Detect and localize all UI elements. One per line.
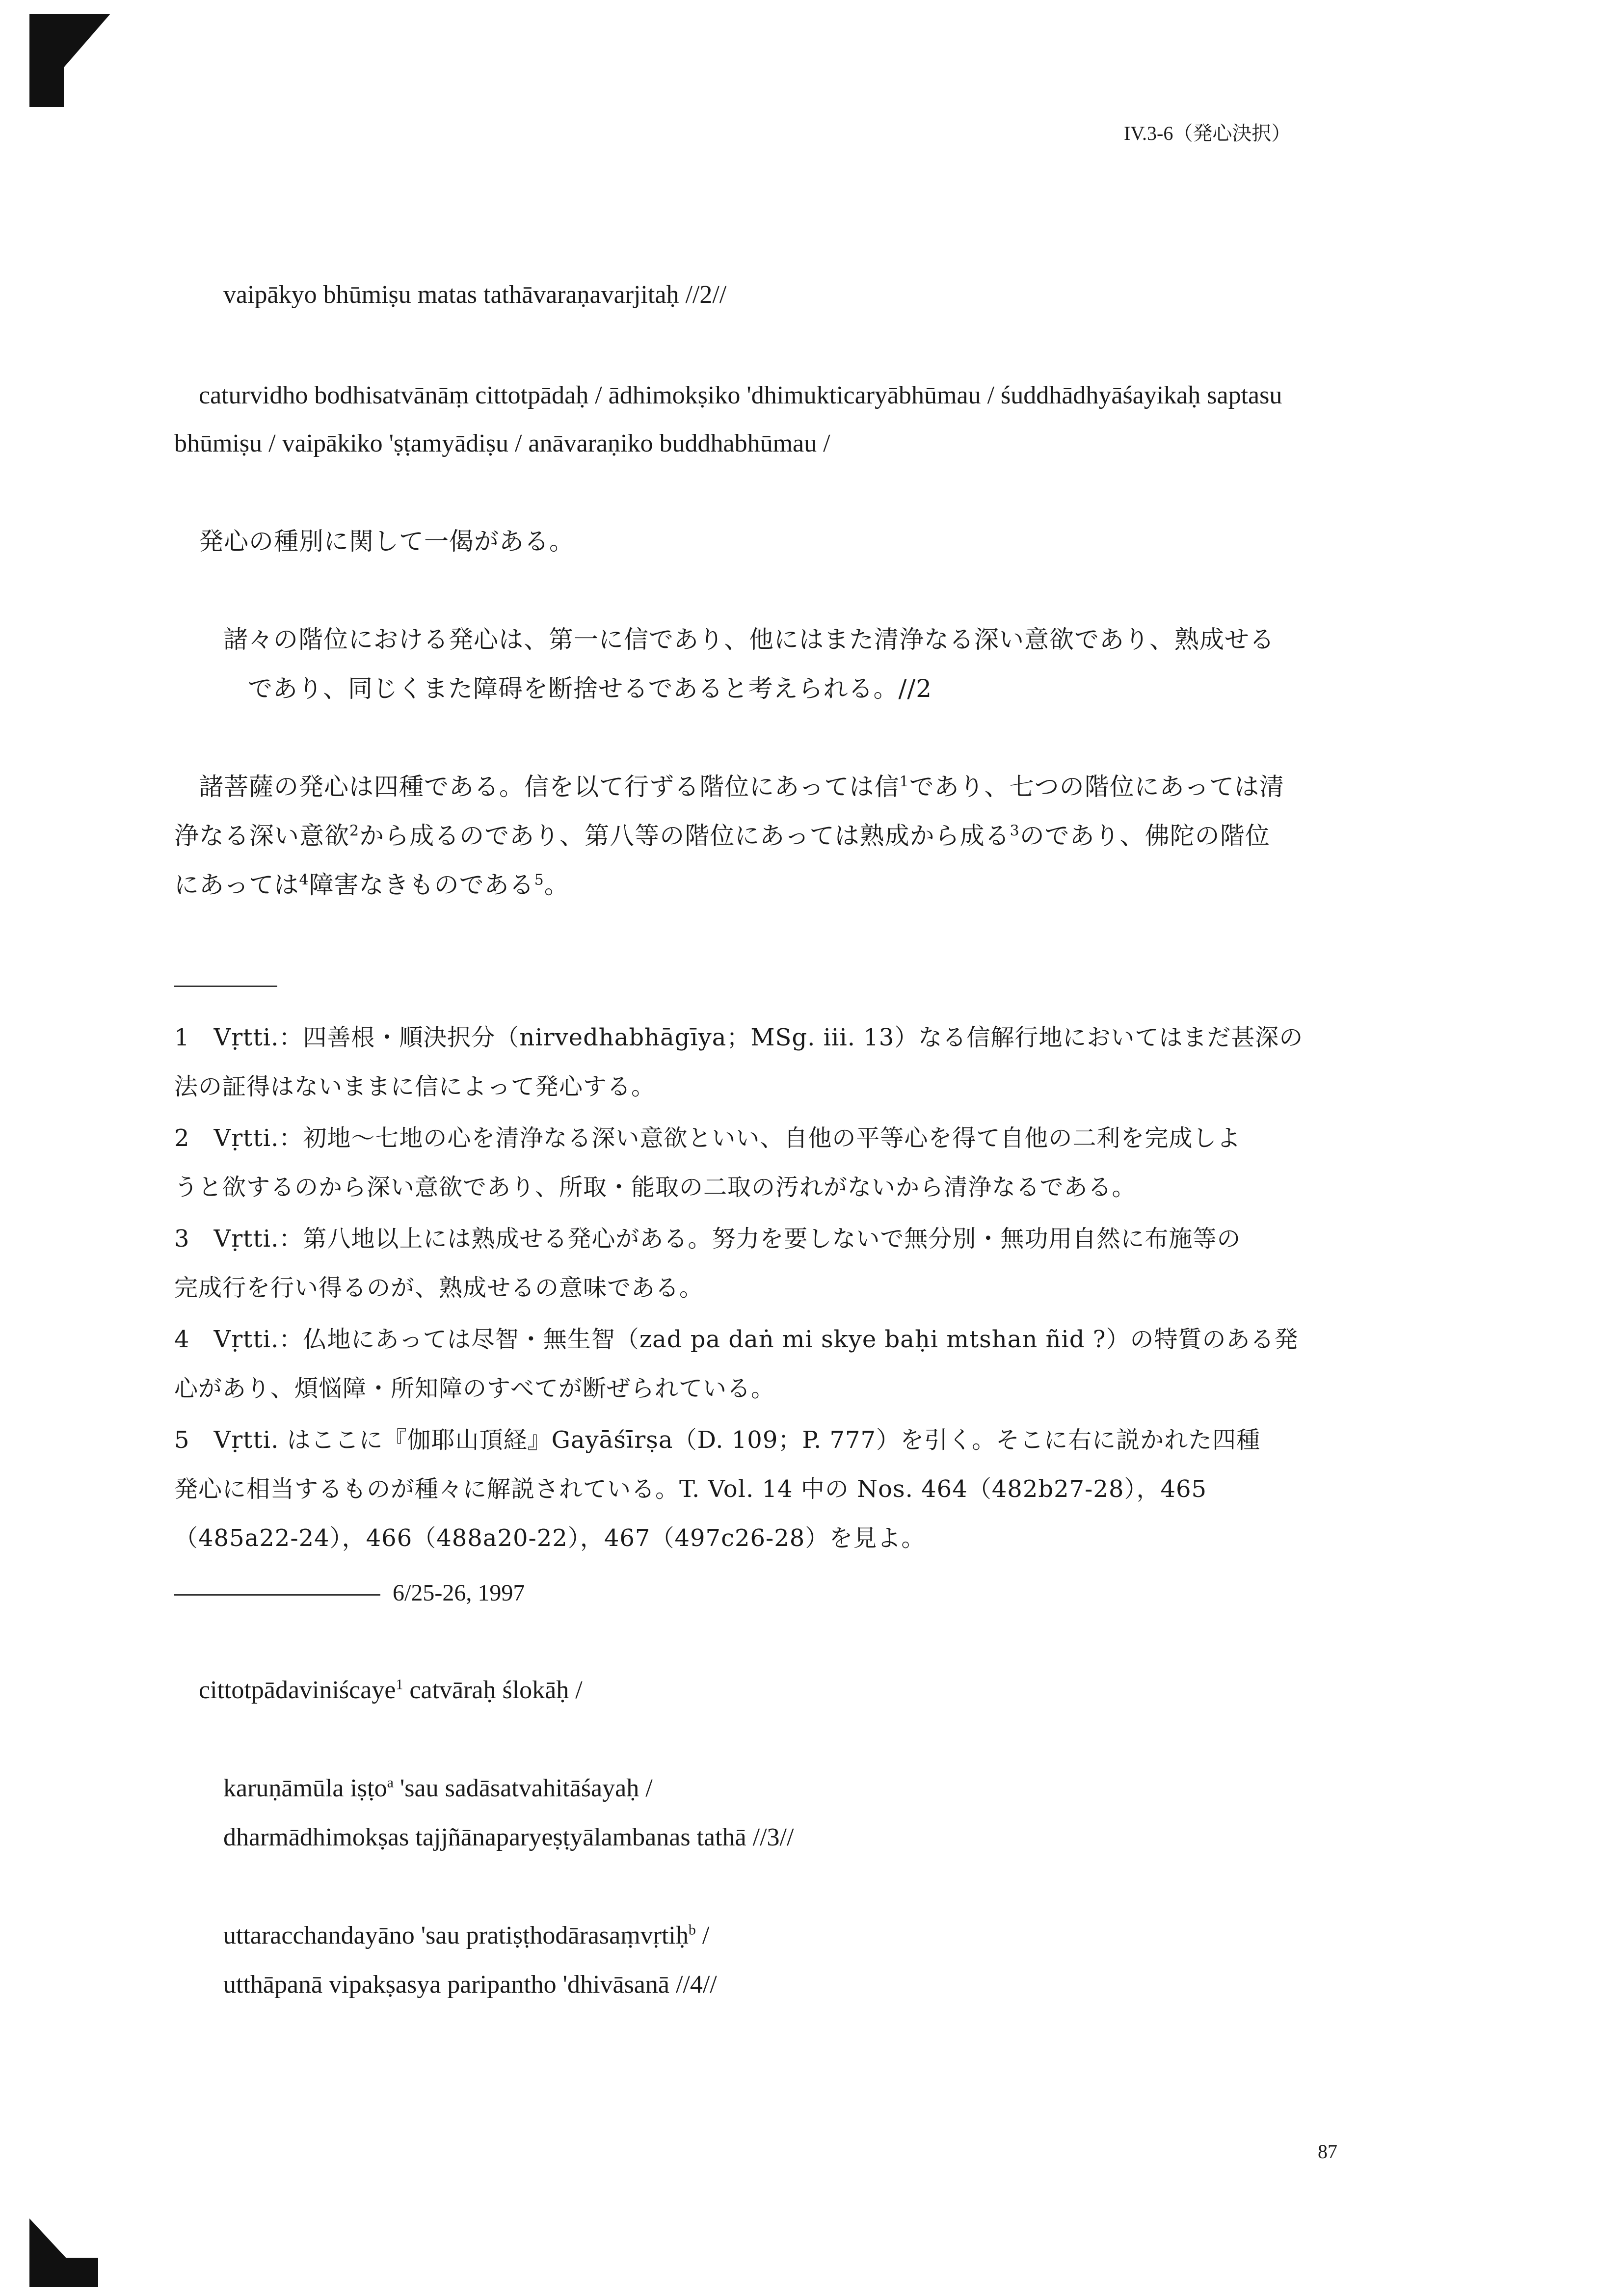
scan-corner-mark-top (29, 14, 110, 107)
footnote-5-line-3: （485a22-24），466（488a20-22），467（497c26-28）を見よ。 (174, 1524, 926, 1552)
footnote-2-line-2: うと欲するのから深い意欲であり、所取・能取の二取の汚れがないから清浄なるである。 (174, 1174, 1136, 1201)
footnote-5-line-2: 発心に相当するものが種々に解説されている。T. Vol. 14 中の Nos. 464（482b27-28），465 (174, 1475, 1207, 1503)
footnote-3-line-1: 3 Vṛtti.：第八地以上には熟成せる発心がある。努力を要しないで無分別・無功用自然に布施等の (174, 1225, 1241, 1253)
footnote-ref-4: 4 (299, 871, 309, 889)
prose-line-2: bhūmiṣu / vaipākiko 'ṣṭamyādiṣu / anāvaraṇiko buddhabhūmau / (174, 429, 830, 457)
variant-note-a: a (387, 1774, 394, 1791)
footnote-5-line-1: 5 Vṛtti. はここに『伽耶山頂経』Gayāśīrṣa（D. 109；P. 777）を引く。そこに右に説かれた四種 (174, 1426, 1261, 1454)
footnote-ref-s2-1: 1 (396, 1676, 403, 1693)
jp-commentary-line-1: 諸菩薩の発心は四種である。信を以て行ずる階位にあっては信$^1$であり、七つの階位にあっては清 (199, 773, 1285, 801)
variant-note-b: b (688, 1922, 696, 1938)
jp-commentary-line-3: にあっては$^4$障害なきものである$^5$。 (174, 871, 569, 899)
section-2-heading: cittotpādaviniścaye$^1$ catvāraḥ ślokāḥ / (199, 1676, 583, 1704)
verse-3-line-1: karuṇāmūla iṣṭo$^a$ 'sau sadāsatvahitāśayaḥ / (223, 1774, 653, 1802)
footnote-1-line-2: 法の証得はないままに信によって発心する。 (174, 1073, 656, 1100)
footnote-2-line-1: 2 Vṛtti.：初地～七地の心を清浄なる深い意欲といい、自他の平等心を得て自他の二利を完成しよ (174, 1124, 1241, 1152)
footnote-ref-1: 1 (899, 773, 909, 791)
footnote-4-line-1: 4 Vṛtti.：仏地にあっては尽智・無生智（zad pa daṅ mi skye baḥi mtshan ñid ?）の特質のある発 (174, 1326, 1299, 1353)
verse-4-line-1: uttaracchandayāno 'sau pratiṣṭhodārasaṃvṛtiḥ$^b$ / (223, 1922, 710, 1949)
jp-verse-line-1: 諸々の階位における発心は、第一に信であり、他にはまた清浄なる深い意欲であり、熟成せる (223, 625, 1275, 654)
jp-verse-line-2: であり、同じくまた障碍を断捨せるであると考えられる。//2 (248, 674, 932, 703)
footnote-1-line-1: 1 Vṛtti.：四善根・順決択分（nirvedhabhāgīya；MSg. iii. 13）なる信解行地においてはまだ甚深の (174, 1024, 1304, 1051)
jp-intro: 発心の種別に関して一偈がある。 (199, 527, 574, 556)
verse-3-line-2: dharmādhimokṣas tajjñānaparyeṣṭyālambanas tathā //3// (223, 1823, 794, 1851)
page-number: 87 (1318, 2140, 1337, 2163)
jp-commentary-line-2: 浄なる深い意欲$^2$から成るのであり、第八等の階位にあっては熟成から成る$^3$のであり、佛陀の階位 (174, 822, 1270, 850)
date-stamp: 6/25-26, 1997 (393, 1580, 525, 1606)
verse-4-line-2: utthāpanā vipakṣasya paripantho 'dhivāsanā //4// (223, 1971, 717, 1999)
footnote-ref-2: 2 (349, 822, 360, 840)
verse-2-line: vaipākyo bhūmiṣu matas tathāvaraṇavarjitaḥ //2// (223, 281, 727, 309)
footnote-4-line-2: 心があり、煩悩障・所知障のすべてが断ぜられている。 (174, 1375, 775, 1402)
date-rule (174, 1594, 380, 1596)
footnote-separator (174, 986, 277, 987)
footnote-3-line-2: 完成行を行い得るのが、熟成せるの意味である。 (174, 1274, 704, 1302)
running-head: IV.3-6（発心決択） (1124, 122, 1291, 144)
footnote-ref-5: 5 (534, 871, 544, 889)
scan-corner-mark-bottom (29, 2218, 93, 2287)
prose-line-1: caturvidho bodhisatvānāṃ cittotpādaḥ / ādhimokṣiko 'dhimukticaryābhūmau / śuddhādhyāśayikaḥ saptasu (199, 381, 1282, 409)
footnote-ref-3: 3 (1010, 822, 1020, 840)
